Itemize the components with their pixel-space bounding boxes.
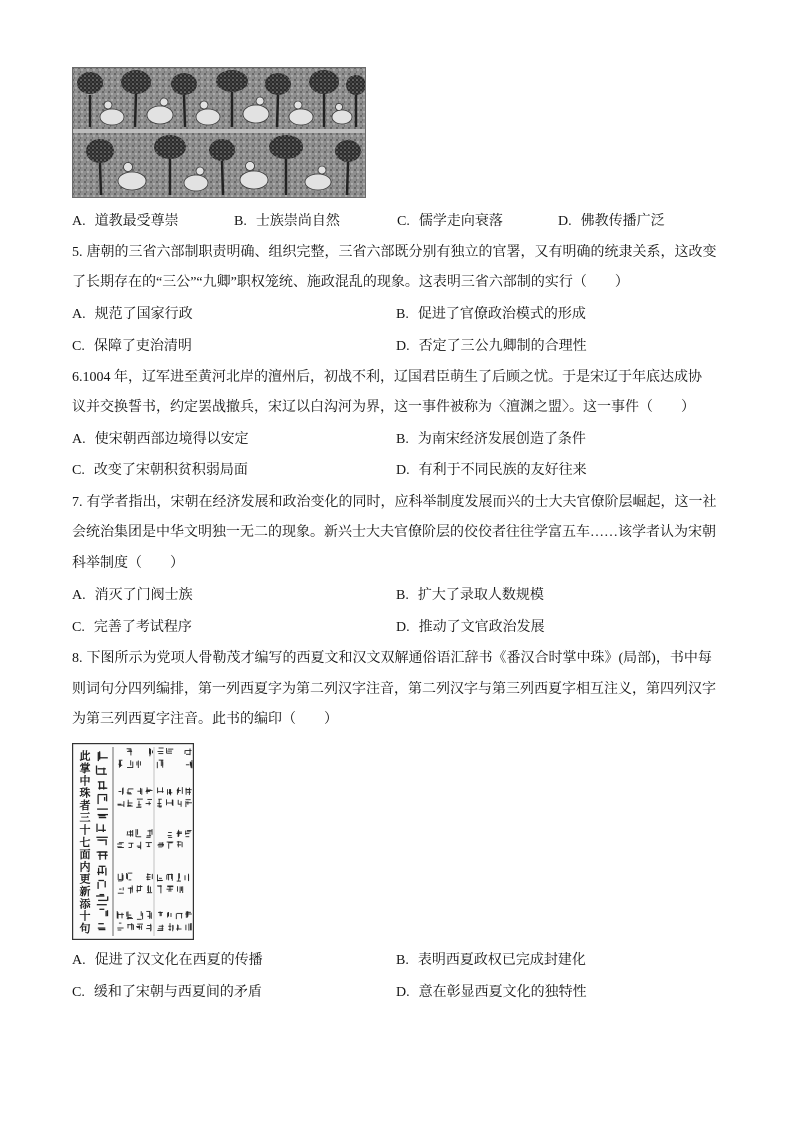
q5-option-c: C. 保障了吏治清明 <box>72 339 192 354</box>
q7-line-1: 7. 有学者指出，宋朝在经济发展和政治变化的同时，应科举制度发展而兴的士大夫官僚阶层崛起，这一社 <box>72 495 717 510</box>
q8-line-3: 为第三列西夏字注音。此书的编印（ ） <box>72 712 338 727</box>
q5-line-2: 了长期存在的“三公”“九卿”职权笼统、施政混乱的现象。这表明三省六部制的实行（ ） <box>72 275 629 290</box>
q4-option-a: A. 道教最受尊崇 <box>72 214 179 229</box>
q5-option-d: D. 否定了三公九卿制的合理性 <box>396 339 587 354</box>
q7-option-b: B. 扩大了录取人数规模 <box>396 588 544 603</box>
q4-option-d: D. 佛教传播广泛 <box>558 214 665 229</box>
q6-option-b: B. 为南宋经济发展创造了条件 <box>396 432 586 447</box>
q5-number: 5. <box>72 245 83 260</box>
q8-option-c: C. 缓和了宋朝与西夏间的矛盾 <box>72 985 262 1000</box>
q7-line-3: 科举制度（ ） <box>72 556 184 571</box>
q7-option-d: D. 推动了文官政治发展 <box>396 620 545 635</box>
q6-option-a: A. 使宋朝西部边境得以安定 <box>72 432 249 447</box>
q5-option-b: B. 促进了官僚政治模式的形成 <box>396 307 586 322</box>
q5-line-1: 5. 唐朝的三省六部制职责明确、组织完整，三省六部既分别有独立的官署，又有明确的统隶关系，这改变 <box>72 245 717 260</box>
q8-option-a: A. 促进了汉文化在西夏的传播 <box>72 953 263 968</box>
q7-line-2: 会统治集团是中华文明独一无二的现象。新兴士大夫官僚阶层的佼佼者往往学富五车……该学者认为宋朝 <box>72 525 716 540</box>
q7-option-c: C. 完善了考试程序 <box>72 620 192 635</box>
q7-option-a: A. 消灭了门阀士族 <box>72 588 193 603</box>
q6-line-1: 6.1004 年，辽军进至黄河北岸的澶州后，初战不利，辽国君臣萌生了后顾之忧。于是宋辽于年底达成协 <box>72 370 702 385</box>
q8-line-2: 则词句分四列编排，第一列西夏字为第二列汉字注音，第二列汉字与第三列西夏字相互注义，第四列汉字 <box>72 682 716 697</box>
q6-option-d: D. 有利于不同民族的友好往来 <box>396 463 587 478</box>
q5-option-a: A. 规范了国家行政 <box>72 307 193 322</box>
q8-option-d: D. 意在彰显西夏文化的独特性 <box>396 985 587 1000</box>
book-column-text: 此掌中珠者三十七面内更新添十句 <box>78 750 90 935</box>
q6-number: 6. <box>72 370 83 385</box>
book-page-image <box>72 743 194 940</box>
q6-option-c: C. 改变了宋朝积贫积弱局面 <box>72 463 248 478</box>
q4-option-c: C. 儒学走向衰落 <box>397 214 503 229</box>
q6-line-2: 议并交换誓书，约定罢战撤兵，宋辽以白沟河为界，这一事件被称为〈澶渊之盟〉。这一事件（ ） <box>72 400 695 415</box>
q8-option-b: B. 表明西夏政权已完成封建化 <box>396 953 586 968</box>
relief-image <box>72 67 366 198</box>
q8-line-1: 8. 下图所示为党项人骨勒茂才编写的西夏文和汉文双解通俗语汇辞书《番汉合时掌中珠》(局部)，书中每 <box>72 651 712 666</box>
q4-option-b: B. 士族崇尚自然 <box>234 214 340 229</box>
relief-picture <box>72 67 366 198</box>
q7-number: 7. <box>72 495 83 510</box>
q8-number: 8. <box>72 651 83 666</box>
